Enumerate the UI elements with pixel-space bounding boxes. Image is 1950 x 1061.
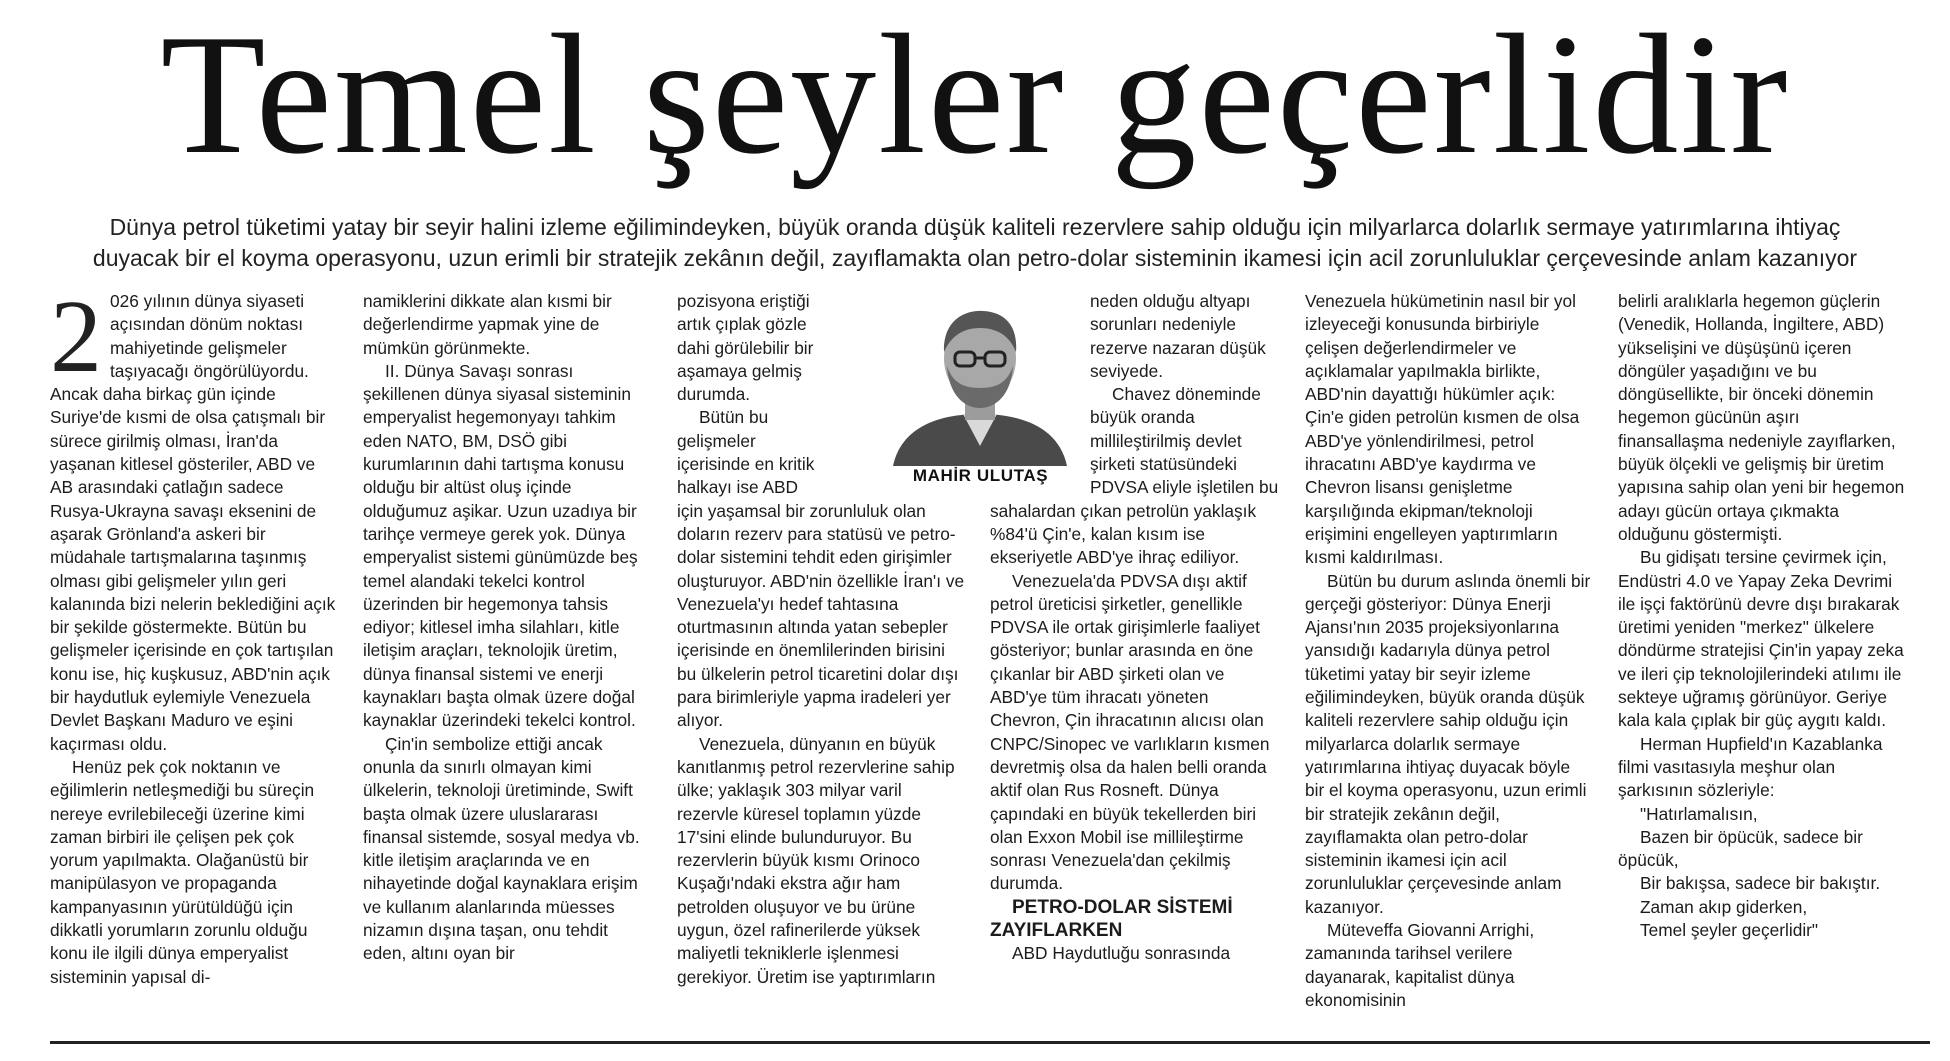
paragraph: Bütün bu gelişmeler içerisinde en kritik halkayı ise ABD için yaşamsal bir zorunluluk olan doların rezerv para statüsü ve petro-dolar sistemini tehdit eden girişimler oluşturuyor. ABD'nin özellikle İran'ı ve Venezuela'yı hedef tahtasına oturtmasının altında yatan sebepler içerisinde en önemlilerinden birisini bu ülkelerin petrol ticaretini dolar dışı para birimleriyle yapma iradeleri yer alıyor. — [677, 407, 965, 731]
author-name: MAHİR ULUTAŞ — [912, 466, 1049, 485]
paragraph: Bütün bu durum aslında önemli bir gerçeği gösteriyor: Dünya Enerji Ajansı'nın 2035 projeksiyonlarına yansıdığı kadarıyla dünya petrol tüketimi yatay bir seyir izleme eğilimindeyken, büyük oranda düşük kaliteli rezervlere sahip olduğu için milyarlarca dolarlık sermaye yatırımlarına ihtiyaç duyacak böyle bir el koyma operasyonu, uzun erimli bir stratejik zekânın değil, zayıflamakta olan petro-dolar sisteminin ikamesi için acil zorunluluklar çerçevesinde anlam kazanıyor. — [1305, 570, 1591, 917]
paragraph: Chavez döneminde büyük oranda millileştirilmiş devlet şirketi statüsündeki PDVSA eliyle işletilen bu sahalardan çıkan petrolün yaklaşık %84'ü Çin'e, kalan kısım ise ekseriyetle ABD'ye ihraç ediliyor. — [990, 384, 1279, 568]
quote-line: Temel şeyler geçerlidir" — [1640, 920, 1819, 941]
drop-cap: 2 — [50, 290, 102, 394]
column-2 — [363, 290, 651, 1050]
paragraph: 2 026 yılının dünya siyaseti açısından dönüm noktası mahiyetinde gelişmeler taşıyacağı öngörülüyordu. Ancak daha birkaç gün içinde Suriye'de kısmi de olsa çatışmalı bir sürece girilmiş olması, İran'da yaşanan kitlesel gösteriler, ABD ve AB arasındaki çatlağın sadece Rusya-Ukrayna savaşı eksenini de aşarak Grönland'a askeri bir müdahale tartışmalarına taşınmış olması gibi gelişmeler yılın geri kalanında bizi nelerin beklediğini açık bir şekilde göstermekte. Bütün bu gelişmeler içerisinde en çok tartışılan konu ise, hiç kuşkusuz, ABD'nin açık bir haydutluk eylemiyle Venezuela Devlet Başkanı Maduro ve eşini kaçırması oldu. — [50, 290, 336, 754]
quote-line: "Hatırlamalısın, — [1640, 803, 1758, 824]
paragraph: Çin'in sembolize ettiği ancak onunla da sınırlı olmayan kimi ülkelerin, teknoloji üretiminde, Swift başta olmak üzere uluslararası finansal sistemde, sosyal medya vb. kitle iletişim araçlarında ve en nihayetinde doğal kaynaklara erişim ve kullanım alanlarında müesses nizamın dışına taşan, onu tehdit eden, altını oyan bir — [363, 733, 640, 964]
paragraph: Venezuela hükümetinin nasıl bir yol izleyeceği konusunda birbiriyle çelişen değerlendirmeler ve açıklamalar yapılmakla birlikte, ABD'nin dayattığı hükümler açık: Çin'e giden petrolün kısmen de olsa ABD'ye yönlendirilmesi, petrol ihracatını ABD'ye kaydırma ve Chevron lisansı genişletme karşılığında ekipman/teknoloji erişimini engelleyen yaptırımların kısmi kaldırılması. — [1305, 291, 1580, 568]
column-6 — [1618, 290, 1908, 1050]
bottom-rule — [50, 1041, 1930, 1044]
quote-line: Zaman akıp giderken, — [1640, 896, 1808, 917]
paragraph: belirli aralıklarla hegemon güçlerin (Venedik, Hollanda, İngiltere, ABD) yükselişini ve düşüşünü içeren döngüler yaşadığını ve bu döngüsellikte, bir önceki dönemin hegemon gücünün aşırı finansallaşma nedeniyle zayıflarken, büyük ölçekli ve gelişmiş bir üretim yapısına sahip olan yeni bir hegemon adayı gücün ortaya çıkmakta olduğunu göstermişti. — [1618, 291, 1905, 544]
deck-line: duyacak bir el koyma operasyonu, uzun erimli bir stratejik zekânın değil, zayıflamakta olan petro-dolar sisteminin ikamesi için acil zorunluluklar çerçevesinde anlam kazanıyor — [92, 245, 1858, 271]
author-photo — [875, 296, 1085, 466]
paragraph: Bu gidişatı tersine çevirmek için, Endüstri 4.0 ve Yapay Zeka Devrimi ile işçi faktörünü devre dışı bırakarak üretimi yeniden "merkez" ülkelere döndürme stratejisi Çin'in yapay zeka ve ileri çip teknolojilerindeki atılımı ile sekteye uğramış görünüyor. Geriye kala kala çıplak bir güç aygıtı kaldı. — [1618, 547, 1904, 731]
quote-line: Bir bakışsa, sadece bir bakıştır. — [1640, 873, 1881, 894]
paragraph: Henüz pek çok noktanın ve eğilimlerin netleşmediği bu süreçin nereye evrilebileceği üzerine kimi zaman birbiri ile çelişen pek çok yorum yapılmakta. Olağanüstü bir manipülasyon ve propaganda kampanyasının yürütüldüğü için dikkatli yorumların zorunlu olduğu konu ile ilgili dünya emperyalist sisteminin yapısal di- — [50, 756, 315, 987]
deck — [40, 212, 1910, 274]
subheading: PETRO-DOLAR SİSTEMİ ZAYIFLARKEN — [990, 896, 1233, 941]
paragraph: namiklerini dikkate alan kısmi bir değerlendirme yapmak yine de mümkün görünmekte. — [363, 291, 612, 358]
paragraph: ABD Haydutluğu sonrasında — [1012, 942, 1231, 963]
paragraph: Venezuela'da PDVSA dışı aktif petrol üreticisi şirketler, genellikle PDVSA ile ortak girişimlerle faaliyet gösteriyor; bunlar arasında en öne çıkanlar bir ABD şirketi olan ve ABD'ye tüm ihracatı yöneten Chevron, Çin ihracatının alıcısı olan CNPC/Sinopec ve varlıkların kısmen devretmiş olsa da halen belli oranda aktif olan Rus Rosneft. Dünya çapındaki en büyük tekellerden biri olan Exxon Mobil ise millileştirme sonrası Venezuela'dan çekilmiş durumda. — [990, 570, 1270, 894]
deck-line: Dünya petrol tüketimi yatay bir seyir halini izleme eğilimindeyken, büyük oranda düşük kaliteli rezervlere sahip olduğu için milyarlarca dolarlık sermaye yatırımlarına ihtiyaç — [109, 214, 1841, 240]
headline: Temel şeyler geçerlidir — [160, 0, 1790, 190]
paragraph: Venezuela, dünyanın en büyük kanıtlanmış petrol rezervlerine sahip ülke; yaklaşık 303 milyar varil rezervle küresel toplamın yüzde 17'sini elinde bulunduruyor. Bu rezervlerin büyük kısmı Orinoco Kuşağı'ndaki ekstra ağır ham petrolden oluşuyor ve bu ürüne uygun, özel rafinerilerde yüksek maliyetli tekniklerle işlenmesi gerekiyor. Üretim ise yaptırımların — [677, 733, 955, 987]
quote-line: Bazen bir öpücük, sadece bir öpücük, — [1618, 826, 1863, 871]
paragraph: II. Dünya Savaşı sonrası şekillenen dünya siyasal sisteminin emperyalist hegemonyayı tahkim eden NATO, BM, DSÖ gibi kurumlarının dahi tartışma konusu olduğu bir altüst oluş içinde olduğumuz aşikar. Uzun uzadıya bir tarihçe vermeye gerek yok. Dünya emperyalist sistemi günümüzde beş temel alandaki tekelci kontrol üzerinden bir hegemonya tahsis ediyor; kitlesel imha silahları, kitle iletişim araçları, teknolojik üretim, dünya finansal sistemi ve enerji kaynakları başta olmak üzere doğal kaynaklar üzerindeki tekelci kontrol. — [363, 360, 638, 731]
column-5 — [1305, 290, 1593, 1050]
paragraph: neden olduğu altyapı sorunları nedeniyle rezerve nazaran düşük seviyede. — [1090, 291, 1266, 381]
column-1 — [50, 290, 338, 1050]
paragraph: pozisyona eriştiği artık çıplak gözle dahi görülebilir bir aşamaya gelmiş durumda. — [677, 291, 814, 405]
paragraph: Müteveffa Giovanni Arrighi, zamanında tarihsel verilere dayanarak, kapitalist dünya ekonomisinin — [1305, 920, 1535, 1010]
author-portrait — [875, 296, 1085, 492]
paragraph: Herman Hupfield'ın Kazablanka filmi vasıtasıyla meşhur olan şarkısının sözleriyle: — [1618, 733, 1883, 801]
